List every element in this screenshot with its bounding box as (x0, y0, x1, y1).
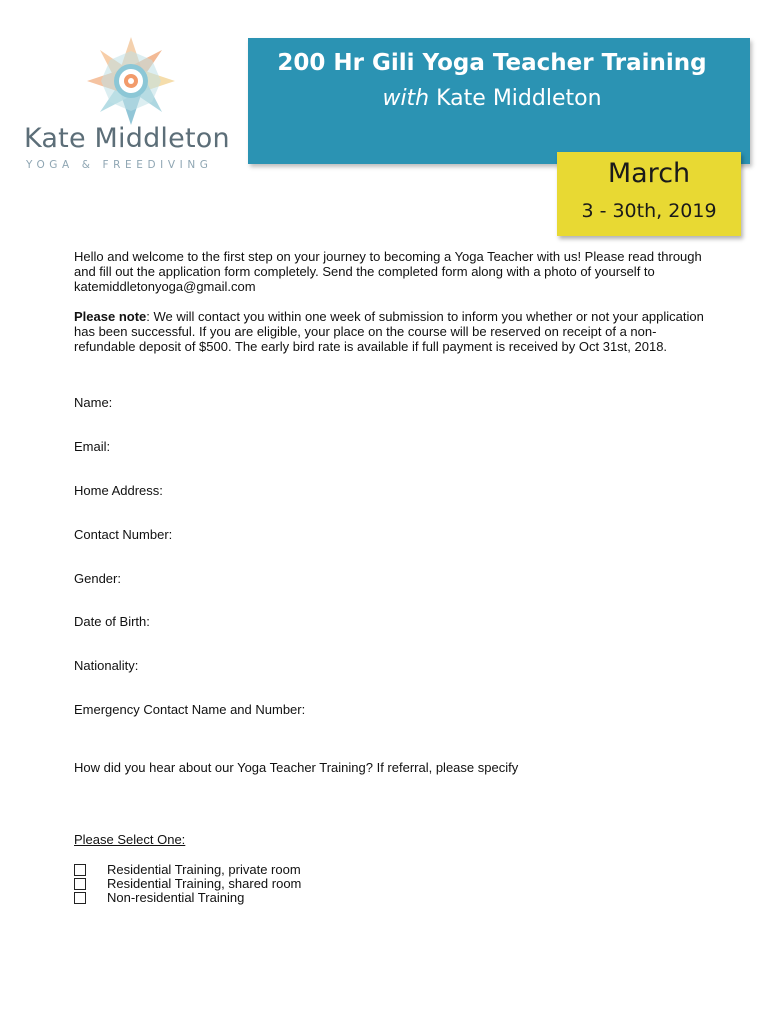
intro-text (74, 249, 714, 354)
option-private-room[interactable] (74, 862, 301, 877)
header-banner (248, 38, 750, 164)
option-shared-room[interactable] (74, 876, 301, 891)
date-of-birth-field[interactable]: Date of Birth: (74, 614, 150, 629)
note-paragraph (74, 309, 714, 354)
banner-subtitle (248, 86, 736, 111)
lotus-logo-icon (86, 36, 176, 126)
banner-subtitle-prefix: with (382, 86, 430, 111)
emergency-contact-field[interactable]: Emergency Contact Name and Number: (74, 702, 306, 717)
checkbox[interactable] (74, 878, 86, 890)
option-label: Residential Training, private room (107, 862, 301, 877)
banner-title: 200 Hr Gili Yoga Teacher Training (277, 50, 707, 76)
option-label: Non-residential Training (107, 890, 245, 905)
checkbox[interactable] (74, 864, 86, 876)
note-label: Please note (74, 309, 147, 324)
logo-name: Kate Middleton (24, 123, 230, 154)
option-label: Residential Training, shared room (107, 876, 302, 891)
gender-field[interactable]: Gender: (74, 571, 121, 586)
how-heard-field[interactable]: How did you hear about our Yoga Teacher Training? If referral, please specify (74, 760, 519, 775)
home-address-field[interactable]: Home Address: (74, 483, 163, 498)
name-field[interactable]: Name: (74, 395, 113, 410)
checkbox[interactable] (74, 892, 86, 904)
nationality-field[interactable]: Nationality: (74, 658, 139, 673)
date-note (557, 152, 741, 236)
logo (24, 36, 234, 176)
date-month: March (607, 158, 691, 189)
email-field[interactable]: Email: (74, 439, 111, 454)
select-heading: Please Select One: (74, 832, 186, 847)
contact-number-field[interactable]: Contact Number: (74, 527, 173, 542)
banner-subtitle-name: Kate Middleton (436, 86, 602, 111)
option-non-residential[interactable] (74, 890, 244, 905)
logo-subtitle: YOGA & FREEDIVING (26, 159, 213, 171)
date-range: 3 - 30th, 2019 (581, 200, 717, 222)
welcome-paragraph: Hello and welcome to the first step on your journey to becoming a Yoga Teacher with us! Please read through and fill out the application form completely. Send the completed form along with a photo of yourself to katemiddletonyoga@gmail.com (74, 249, 702, 294)
note-text: : We will contact you within one week of submission to inform you whether or not your application has been successful. If you are eligible, your place on the course will be reserved on receipt of a non-refundable deposit of $500. The early bird rate is available if full payment is received by Oct 31st, 2018. (74, 309, 704, 354)
